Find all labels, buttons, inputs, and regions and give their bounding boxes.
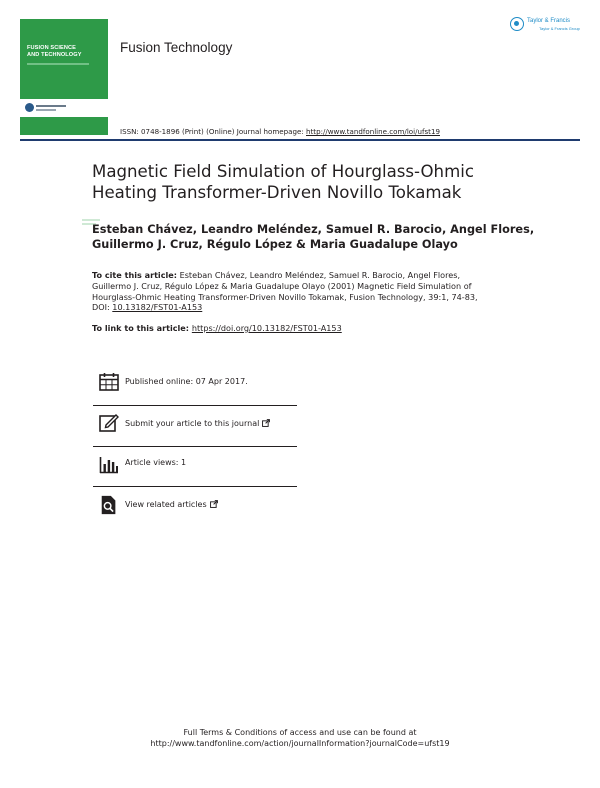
authors-line1: Esteban Chávez, Leandro Meléndez, Samuel R. Barocio, Angel Flores, xyxy=(92,223,535,236)
cover-society-logo xyxy=(20,99,108,117)
cover-green-panel xyxy=(20,19,108,99)
article-title xyxy=(92,161,562,203)
link-label: To link to this article: xyxy=(92,323,192,333)
cover-title-line2: AND TECHNOLOGY xyxy=(27,52,82,58)
article-link-line xyxy=(92,323,342,333)
citation-block xyxy=(92,270,512,313)
citation-label: To cite this article: xyxy=(92,270,178,280)
submit-article-text: Submit your article to this journal xyxy=(125,419,260,428)
cover-subtitle-mark xyxy=(27,63,89,65)
cover-title xyxy=(27,45,105,59)
journal-name: Fusion Technology xyxy=(120,40,233,55)
article-authors xyxy=(92,222,572,252)
published-online-row xyxy=(99,370,297,404)
related-articles-search-icon xyxy=(99,495,119,515)
article-views-text: Article views: 1 xyxy=(125,458,187,467)
edit-icon xyxy=(99,413,119,433)
publisher-logo[interactable] xyxy=(510,17,584,37)
publisher-logo-icon xyxy=(510,17,524,31)
issn-text: ISSN: 0748-1896 (Print) (Online) Journal homepage: xyxy=(120,127,307,136)
external-link-icon xyxy=(262,419,270,427)
article-title-line2: Heating Transformer-Driven Novillo Tokamak xyxy=(92,183,462,202)
citation-text-line3: Hourglass-Ohmic Heating Transformer-Driven Novillo Tokamak, Fusion Technology, 39:1, 74-83, xyxy=(92,291,478,302)
info-divider xyxy=(93,446,297,447)
related-articles-row[interactable] xyxy=(99,493,297,527)
journal-cover xyxy=(20,19,108,135)
citation-text-line2: Guillermo J. Cruz, Régulo López & Maria Guadalupe Olayo (2001) Magnetic Field Simulation of xyxy=(92,280,472,291)
publisher-tagline: Taylor & Francis Group xyxy=(539,26,580,31)
submit-article-link[interactable] xyxy=(125,419,270,428)
cover-band-mark xyxy=(82,219,100,221)
published-online-text: Published online: 07 Apr 2017. xyxy=(125,377,248,386)
terms-footer xyxy=(0,727,600,749)
authors-line2: Guillermo J. Cruz, Régulo López & Maria Guadalupe Olayo xyxy=(92,238,458,251)
info-divider xyxy=(93,486,297,487)
footer-terms-url[interactable]: http://www.tandfonline.com/action/journalInformation?journalCode=ufst19 xyxy=(150,739,450,748)
bar-chart-icon xyxy=(99,455,119,475)
related-articles-text: View related articles xyxy=(125,500,207,509)
doi-link[interactable]: 10.13182/FST01-A153 xyxy=(112,302,203,313)
issn-line xyxy=(120,127,440,136)
doi-prefix: DOI: xyxy=(92,302,113,313)
journal-homepage-link[interactable]: http://www.tandfonline.com/loi/ufst19 xyxy=(306,127,440,136)
article-doi-url-link[interactable]: https://doi.org/10.13182/FST01-A153 xyxy=(191,323,342,333)
article-title-line1: Magnetic Field Simulation of Hourglass-Ohmic xyxy=(92,162,474,181)
submit-article-row[interactable] xyxy=(99,411,297,445)
related-articles-link[interactable] xyxy=(125,500,218,509)
external-link-icon xyxy=(210,500,218,508)
cover-title-line1: FUSION SCIENCE xyxy=(27,45,76,51)
society-logo-text-mark-2 xyxy=(36,109,56,111)
society-logo-text-mark xyxy=(36,105,66,107)
citation-text-line1: Esteban Chávez, Leandro Meléndez, Samuel R. Barocio, Angel Flores, xyxy=(177,270,461,280)
footer-line1: Full Terms & Conditions of access and use can be found at xyxy=(183,728,417,737)
society-logo-icon xyxy=(25,103,34,112)
header-divider xyxy=(20,139,580,141)
publisher-name: Taylor & Francis xyxy=(527,18,571,24)
article-views-row xyxy=(99,453,297,487)
calendar-icon xyxy=(99,372,119,392)
cover-bottom-band xyxy=(20,117,108,135)
info-divider xyxy=(93,405,297,406)
